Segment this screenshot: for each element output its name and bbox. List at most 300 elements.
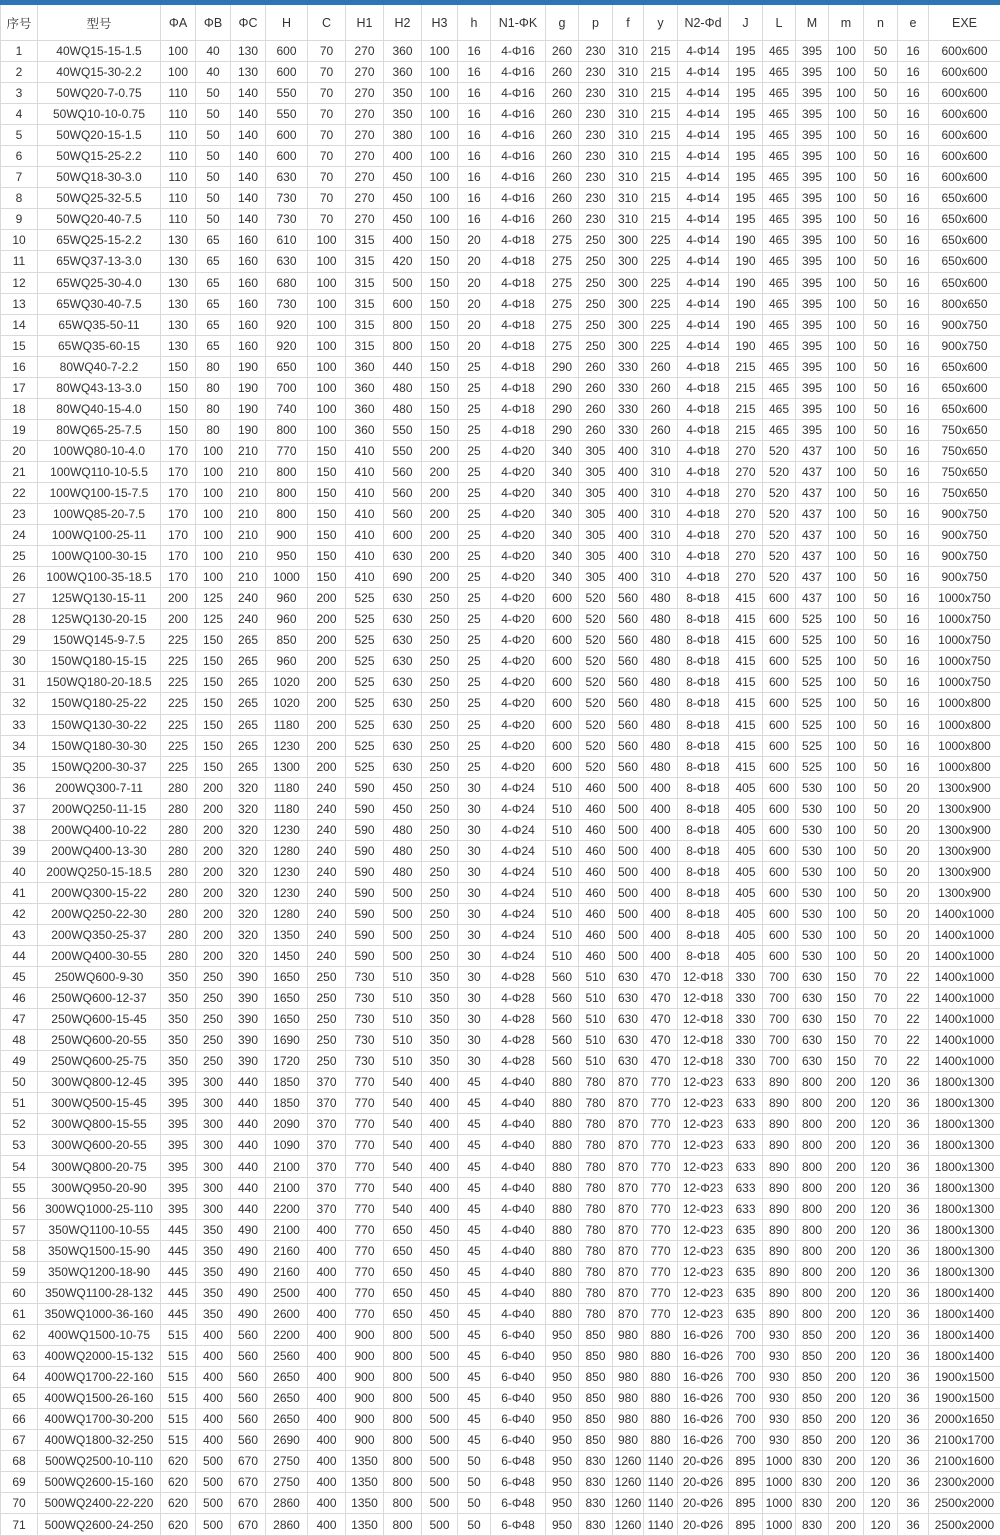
table-cell: 20-Φ26 — [678, 1493, 729, 1514]
table-cell: 400 — [644, 861, 678, 882]
table-cell: 525 — [796, 651, 829, 672]
table-cell: 4-Φ24 — [491, 777, 546, 798]
table-cell: 440 — [231, 1093, 266, 1114]
table-cell: 465 — [763, 293, 796, 314]
table-cell: 100 — [829, 314, 864, 335]
table-cell: 305 — [579, 440, 613, 461]
table-cell: 800 — [384, 1430, 422, 1451]
table-cell: 800 — [384, 1409, 422, 1430]
table-cell: 110 — [161, 125, 196, 146]
table-cell: 36 — [898, 1493, 929, 1514]
table-cell: 200 — [308, 609, 346, 630]
table-cell: 1800x1300 — [929, 1219, 1000, 1240]
table-cell: 200 — [196, 946, 231, 967]
table-cell: 20 — [898, 946, 929, 967]
table-cell: 850 — [796, 1366, 829, 1387]
cell-model: 250WQ600-9-30 — [38, 967, 161, 988]
cell-model: 100WQ85-20-7.5 — [38, 504, 161, 525]
table-cell: 880 — [546, 1219, 579, 1240]
table-cell: 405 — [729, 840, 763, 861]
cell-serial: 37 — [1, 798, 38, 819]
table-cell: 210 — [231, 504, 266, 525]
table-cell: 100 — [829, 819, 864, 840]
table-cell: 100 — [308, 356, 346, 377]
table-cell: 270 — [729, 546, 763, 567]
table-cell: 1000x800 — [929, 735, 1000, 756]
table-cell: 215 — [644, 146, 678, 167]
table-cell: 150 — [422, 272, 458, 293]
table-cell: 12-Φ23 — [678, 1114, 729, 1135]
table-cell: 770 — [346, 1261, 384, 1282]
table-cell: 880 — [644, 1388, 678, 1409]
table-cell: 250 — [196, 967, 231, 988]
table-cell: 930 — [763, 1366, 796, 1387]
table-cell: 25 — [458, 461, 491, 482]
cell-model: 400WQ1500-26-160 — [38, 1388, 161, 1409]
cell-serial: 15 — [1, 335, 38, 356]
table-cell: 36 — [898, 1093, 929, 1114]
table-cell: 195 — [729, 188, 763, 209]
table-cell: 440 — [231, 1072, 266, 1093]
table-cell: 770 — [346, 1240, 384, 1261]
table-cell: 1000 — [763, 1514, 796, 1536]
table-cell: 200 — [196, 861, 231, 882]
table-cell: 45 — [458, 1282, 491, 1303]
table-cell: 260 — [579, 398, 613, 419]
table-cell: 240 — [308, 946, 346, 967]
table-cell: 20 — [458, 335, 491, 356]
table-cell: 350 — [422, 1051, 458, 1072]
cell-model: 300WQ800-12-45 — [38, 1072, 161, 1093]
table-cell: 110 — [161, 83, 196, 104]
table-cell: 30 — [458, 1051, 491, 1072]
table-cell: 520 — [763, 440, 796, 461]
table-cell: 4-Φ14 — [678, 167, 729, 188]
table-cell: 780 — [579, 1240, 613, 1261]
table-cell: 525 — [346, 714, 384, 735]
table-cell: 530 — [796, 946, 829, 967]
table-cell: 45 — [458, 1261, 491, 1282]
table-cell: 100 — [308, 251, 346, 272]
table-cell: 340 — [546, 461, 579, 482]
table-cell: 25 — [458, 546, 491, 567]
table-cell: 1000x750 — [929, 609, 1000, 630]
table-cell: 600 — [546, 756, 579, 777]
table-cell: 395 — [796, 335, 829, 356]
table-cell: 400 — [384, 146, 422, 167]
table-cell: 25 — [458, 693, 491, 714]
table-cell: 100 — [308, 272, 346, 293]
table-cell: 12-Φ18 — [678, 967, 729, 988]
table-cell: 215 — [644, 41, 678, 62]
table-cell: 465 — [763, 167, 796, 188]
table-cell: 30 — [458, 861, 491, 882]
table-cell: 650 — [384, 1240, 422, 1261]
table-cell: 230 — [579, 146, 613, 167]
table-cell: 30 — [458, 798, 491, 819]
table-cell: 900 — [346, 1366, 384, 1387]
table-cell: 470 — [644, 967, 678, 988]
table-row — [1, 1051, 1000, 1072]
table-row — [1, 125, 1000, 146]
cell-serial: 33 — [1, 714, 38, 735]
table-cell: 437 — [796, 440, 829, 461]
table-cell: 30 — [458, 967, 491, 988]
table-cell: 16 — [898, 525, 929, 546]
table-cell: 200 — [829, 1409, 864, 1430]
table-cell: 415 — [729, 693, 763, 714]
table-cell: 465 — [763, 83, 796, 104]
table-cell: 200 — [829, 1366, 864, 1387]
table-cell: 210 — [231, 461, 266, 482]
cell-model: 150WQ180-30-30 — [38, 735, 161, 756]
table-cell: 20-Φ26 — [678, 1514, 729, 1536]
table-cell: 250 — [422, 777, 458, 798]
table-cell: 30 — [458, 903, 491, 924]
table-cell: 100 — [829, 756, 864, 777]
table-cell: 275 — [546, 272, 579, 293]
table-cell: 40 — [196, 41, 231, 62]
table-cell: 25 — [458, 714, 491, 735]
column-header-0: 序号 — [1, 3, 38, 41]
table-cell: 600 — [763, 882, 796, 903]
table-cell: 630 — [384, 546, 422, 567]
table-cell: 16 — [898, 356, 929, 377]
table-cell: 6-Φ40 — [491, 1324, 546, 1345]
cell-model: 500WQ2500-10-110 — [38, 1451, 161, 1472]
table-cell: 20 — [458, 251, 491, 272]
table-cell: 12-Φ23 — [678, 1072, 729, 1093]
table-cell: 450 — [384, 167, 422, 188]
table-cell: 25 — [458, 735, 491, 756]
table-cell: 150 — [196, 714, 231, 735]
table-cell: 4-Φ14 — [678, 146, 729, 167]
table-row — [1, 1324, 1000, 1345]
table-cell: 400 — [613, 546, 644, 567]
table-cell: 800 — [384, 1472, 422, 1493]
table-cell: 250 — [308, 1030, 346, 1051]
table-cell: 395 — [796, 125, 829, 146]
table-cell: 4-Φ20 — [491, 567, 546, 588]
cell-model: 300WQ800-20-75 — [38, 1156, 161, 1177]
table-cell: 800 — [384, 1345, 422, 1366]
cell-model: 65WQ30-40-7.5 — [38, 293, 161, 314]
table-cell: 890 — [763, 1093, 796, 1114]
table-cell: 4-Φ18 — [491, 335, 546, 356]
table-cell: 240 — [308, 840, 346, 861]
table-cell: 270 — [346, 167, 384, 188]
column-header-13: p — [579, 3, 613, 41]
table-cell: 80 — [196, 419, 231, 440]
table-cell: 8-Φ18 — [678, 882, 729, 903]
table-cell: 465 — [763, 314, 796, 335]
table-cell: 465 — [763, 146, 796, 167]
table-cell: 1900x1500 — [929, 1366, 1000, 1387]
table-cell: 190 — [729, 293, 763, 314]
table-cell: 350 — [196, 1303, 231, 1324]
table-cell: 500 — [422, 1324, 458, 1345]
table-cell: 560 — [613, 735, 644, 756]
table-row — [1, 924, 1000, 945]
table-cell: 45 — [458, 1177, 491, 1198]
table-cell: 830 — [579, 1472, 613, 1493]
table-cell: 500 — [613, 882, 644, 903]
table-cell: 225 — [644, 230, 678, 251]
table-cell: 25 — [458, 588, 491, 609]
cell-model: 65WQ25-30-4.0 — [38, 272, 161, 293]
table-cell: 120 — [864, 1493, 898, 1514]
table-cell: 225 — [161, 651, 196, 672]
table-cell: 650 — [384, 1282, 422, 1303]
table-cell: 700 — [729, 1409, 763, 1430]
table-cell: 445 — [161, 1261, 196, 1282]
table-cell: 190 — [729, 314, 763, 335]
table-cell: 275 — [546, 293, 579, 314]
table-cell: 230 — [579, 167, 613, 188]
table-cell: 400 — [613, 567, 644, 588]
table-cell: 2860 — [266, 1514, 308, 1536]
table-cell: 415 — [729, 756, 763, 777]
table-cell: 200 — [308, 672, 346, 693]
table-cell: 400 — [196, 1430, 231, 1451]
table-cell: 440 — [231, 1135, 266, 1156]
table-cell: 8-Φ18 — [678, 651, 729, 672]
table-cell: 36 — [898, 1156, 929, 1177]
table-cell: 1800x1300 — [929, 1156, 1000, 1177]
table-cell: 650 — [384, 1219, 422, 1240]
table-cell: 460 — [579, 882, 613, 903]
table-cell: 540 — [384, 1093, 422, 1114]
table-cell: 895 — [729, 1514, 763, 1536]
table-cell: 525 — [796, 693, 829, 714]
table-cell: 1300x900 — [929, 861, 1000, 882]
cell-serial: 32 — [1, 693, 38, 714]
table-cell: 305 — [579, 461, 613, 482]
table-cell: 520 — [763, 461, 796, 482]
cell-model: 200WQ350-25-37 — [38, 924, 161, 945]
table-cell: 500 — [613, 903, 644, 924]
table-cell: 633 — [729, 1198, 763, 1219]
table-cell: 4-Φ40 — [491, 1072, 546, 1093]
table-cell: 1650 — [266, 967, 308, 988]
table-cell: 600 — [384, 525, 422, 546]
table-cell: 400 — [308, 1430, 346, 1451]
table-cell: 240 — [308, 777, 346, 798]
table-cell: 12-Φ18 — [678, 1051, 729, 1072]
table-cell: 100 — [829, 630, 864, 651]
table-cell: 960 — [266, 588, 308, 609]
table-cell: 16 — [898, 314, 929, 335]
table-cell: 8-Φ18 — [678, 840, 729, 861]
table-cell: 850 — [579, 1409, 613, 1430]
table-cell: 210 — [231, 525, 266, 546]
table-cell: 500 — [196, 1451, 231, 1472]
table-cell: 200 — [829, 1303, 864, 1324]
table-cell: 500 — [384, 946, 422, 967]
table-cell: 100 — [829, 482, 864, 503]
table-cell: 450 — [384, 777, 422, 798]
table-cell: 50 — [864, 41, 898, 62]
table-cell: 395 — [161, 1093, 196, 1114]
table-cell: 50 — [864, 903, 898, 924]
cell-serial: 60 — [1, 1282, 38, 1303]
table-cell: 1300x900 — [929, 798, 1000, 819]
table-cell: 200 — [196, 882, 231, 903]
table-cell: 510 — [384, 988, 422, 1009]
table-cell: 315 — [346, 272, 384, 293]
table-cell: 700 — [729, 1345, 763, 1366]
table-cell: 437 — [796, 525, 829, 546]
table-cell: 16-Φ26 — [678, 1430, 729, 1451]
table-cell: 950 — [546, 1451, 579, 1472]
table-cell: 200 — [829, 1451, 864, 1472]
table-cell: 16 — [898, 146, 929, 167]
table-cell: 100 — [829, 588, 864, 609]
cell-model: 100WQ80-10-4.0 — [38, 440, 161, 461]
table-cell: 36 — [898, 1345, 929, 1366]
table-cell: 560 — [613, 651, 644, 672]
table-cell: 250 — [308, 967, 346, 988]
table-cell: 36 — [898, 1388, 929, 1409]
cell-model: 50WQ25-32-5.5 — [38, 188, 161, 209]
table-cell: 930 — [763, 1430, 796, 1451]
table-cell: 170 — [161, 567, 196, 588]
table-cell: 700 — [763, 1051, 796, 1072]
table-cell: 850 — [579, 1324, 613, 1345]
table-cell: 130 — [161, 335, 196, 356]
table-cell: 12-Φ18 — [678, 988, 729, 1009]
table-cell: 100 — [829, 251, 864, 272]
table-cell: 100 — [829, 461, 864, 482]
table-cell: 225 — [161, 714, 196, 735]
table-cell: 270 — [729, 440, 763, 461]
cell-model: 300WQ600-20-55 — [38, 1135, 161, 1156]
table-cell: 1400x1000 — [929, 1030, 1000, 1051]
table-cell: 200 — [829, 1472, 864, 1493]
cell-model: 100WQ100-35-18.5 — [38, 567, 161, 588]
table-cell: 600x600 — [929, 125, 1000, 146]
table-cell: 45 — [458, 1345, 491, 1366]
table-cell: 4-Φ40 — [491, 1156, 546, 1177]
table-cell: 395 — [796, 377, 829, 398]
table-cell: 215 — [644, 209, 678, 230]
table-cell: 800 — [384, 1514, 422, 1536]
table-cell: 4-Φ28 — [491, 1030, 546, 1051]
cell-model: 200WQ300-15-22 — [38, 882, 161, 903]
table-cell: 65 — [196, 272, 231, 293]
table-cell: 590 — [346, 861, 384, 882]
table-cell: 980 — [613, 1430, 644, 1451]
table-cell: 395 — [161, 1198, 196, 1219]
table-cell: 1650 — [266, 988, 308, 1009]
table-cell: 215 — [729, 377, 763, 398]
table-cell: 1280 — [266, 840, 308, 861]
table-cell: 830 — [579, 1493, 613, 1514]
table-cell: 350 — [196, 1219, 231, 1240]
column-header-4: ΦC — [231, 3, 266, 41]
table-cell: 633 — [729, 1093, 763, 1114]
table-cell: 635 — [729, 1261, 763, 1282]
table-cell: 200 — [829, 1324, 864, 1345]
table-cell: 480 — [384, 398, 422, 419]
table-cell: 1260 — [613, 1472, 644, 1493]
table-cell: 950 — [546, 1409, 579, 1430]
table-cell: 780 — [579, 1156, 613, 1177]
cell-model: 65WQ35-50-11 — [38, 314, 161, 335]
table-cell: 215 — [644, 188, 678, 209]
table-cell: 550 — [384, 419, 422, 440]
table-cell: 830 — [796, 1514, 829, 1536]
table-cell: 870 — [613, 1177, 644, 1198]
table-cell: 250 — [196, 1051, 231, 1072]
table-cell: 250 — [308, 1051, 346, 1072]
table-row — [1, 798, 1000, 819]
table-cell: 170 — [161, 504, 196, 525]
table-cell: 150 — [422, 335, 458, 356]
table-cell: 620 — [161, 1451, 196, 1472]
table-cell: 415 — [729, 588, 763, 609]
table-cell: 100 — [422, 104, 458, 125]
table-cell: 22 — [898, 988, 929, 1009]
table-cell: 25 — [458, 482, 491, 503]
table-cell: 25 — [458, 651, 491, 672]
table-cell: 120 — [864, 1472, 898, 1493]
table-cell: 1000 — [266, 567, 308, 588]
table-cell: 510 — [579, 1009, 613, 1030]
table-cell: 40 — [196, 62, 231, 83]
table-cell: 465 — [763, 188, 796, 209]
table-cell: 770 — [346, 1093, 384, 1114]
table-cell: 200 — [196, 819, 231, 840]
table-cell: 360 — [346, 419, 384, 440]
table-cell: 800 — [384, 1451, 422, 1472]
table-cell: 520 — [579, 630, 613, 651]
table-cell: 770 — [346, 1135, 384, 1156]
table-cell: 600 — [763, 588, 796, 609]
cell-model: 300WQ500-15-45 — [38, 1093, 161, 1114]
table-cell: 25 — [458, 672, 491, 693]
table-cell: 20 — [898, 882, 929, 903]
table-cell: 410 — [346, 504, 384, 525]
table-cell: 780 — [579, 1135, 613, 1156]
cell-model: 400WQ2000-15-132 — [38, 1345, 161, 1366]
table-cell: 45 — [458, 1093, 491, 1114]
table-cell: 150 — [422, 293, 458, 314]
table-cell: 16-Φ26 — [678, 1388, 729, 1409]
table-cell: 515 — [161, 1388, 196, 1409]
table-cell: 100 — [422, 146, 458, 167]
cell-model: 400WQ1700-22-160 — [38, 1366, 161, 1387]
table-cell: 200 — [422, 482, 458, 503]
table-row — [1, 1135, 1000, 1156]
table-cell: 800 — [796, 1198, 829, 1219]
cell-serial: 39 — [1, 840, 38, 861]
table-cell: 560 — [613, 672, 644, 693]
table-cell: 525 — [346, 630, 384, 651]
table-cell: 150 — [308, 546, 346, 567]
cell-model: 50WQ20-40-7.5 — [38, 209, 161, 230]
table-cell: 16 — [458, 188, 491, 209]
table-cell: 800 — [796, 1072, 829, 1093]
table-cell: 16 — [898, 209, 929, 230]
table-cell: 4-Φ18 — [491, 377, 546, 398]
table-cell: 70 — [864, 988, 898, 1009]
table-row — [1, 1072, 1000, 1093]
table-cell: 100 — [829, 377, 864, 398]
column-header-12: g — [546, 3, 579, 41]
table-cell: 630 — [384, 630, 422, 651]
table-cell: 140 — [231, 167, 266, 188]
